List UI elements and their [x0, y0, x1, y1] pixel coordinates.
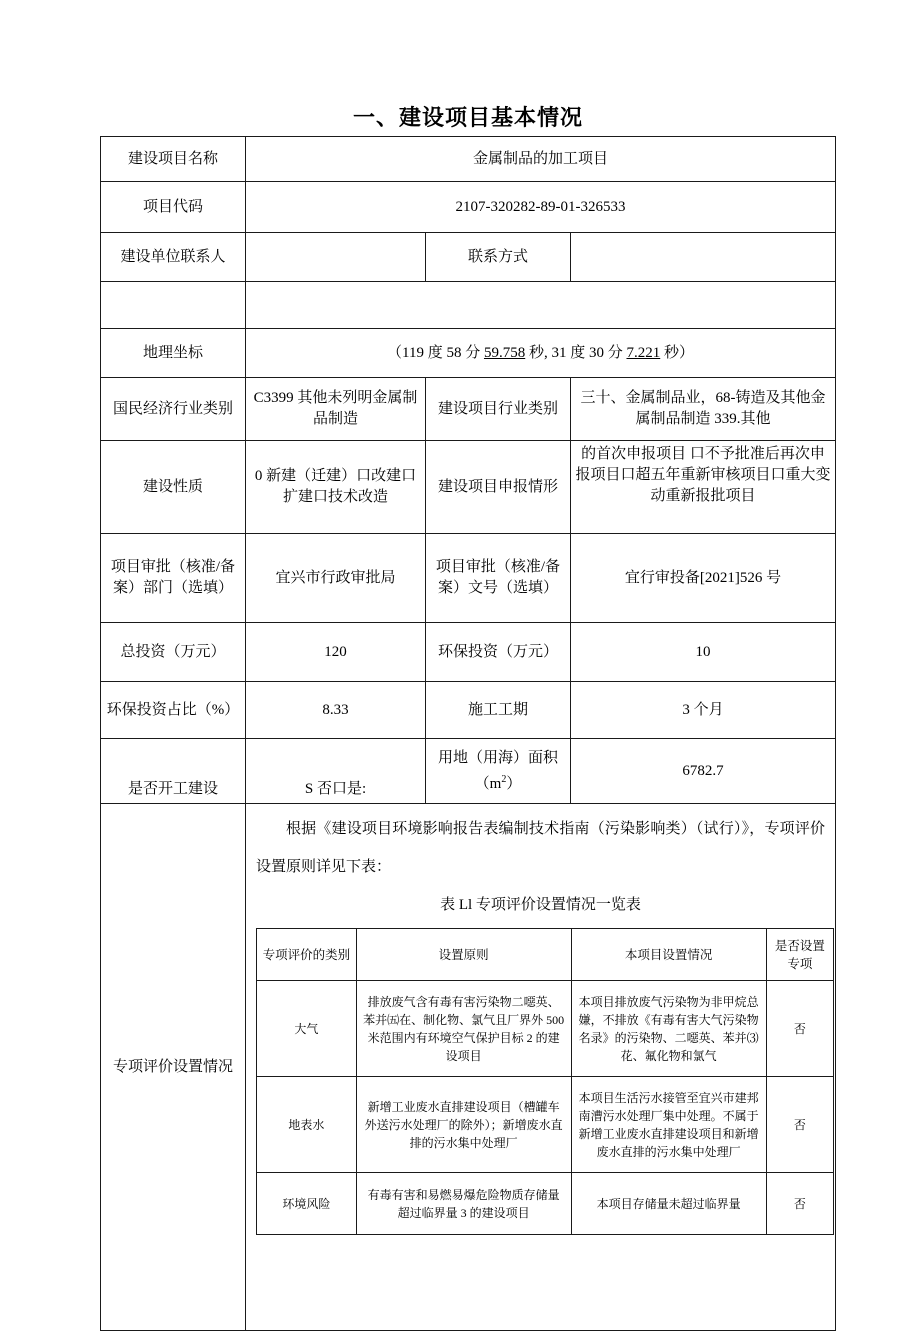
project-name-value: 金属制品的加工项目: [246, 137, 836, 182]
table-row-special-evaluation: [101, 804, 836, 1331]
is-set-surface-water: 否: [766, 1077, 833, 1173]
blank-label: [101, 282, 246, 329]
basic-information-table: [100, 136, 836, 1331]
construction-period-label: 施工工期: [426, 682, 571, 739]
special-evaluation-content: [246, 804, 836, 1331]
declaration-value: 的首次申报项目 口不予批准后再次申报项目口超五年重新审核项目口重大变动重新报批项目: [571, 441, 836, 534]
approval-doc-value: 宜行审投备[2021]526 号: [571, 534, 836, 623]
land-area-label-end: ）: [506, 775, 522, 792]
coordinates-suffix: 秒）: [660, 344, 694, 361]
coordinates-seconds-lon: 59.758: [483, 344, 526, 361]
total-investment-label: 总投资（万元）: [101, 623, 246, 682]
started-value: S 否口是:: [246, 739, 426, 804]
land-area-value: 6782.7: [571, 739, 836, 804]
special-evaluation-label: 专项评价设置情况: [101, 804, 246, 1331]
table-row-approval: [101, 534, 836, 623]
coordinates-label: 地理坐标: [101, 329, 246, 378]
table-row-industry: [101, 378, 836, 441]
approval-doc-label: 项目审批（核准/备案）文号（选填）: [426, 534, 571, 623]
table-row-surface-water: [257, 1077, 834, 1173]
construction-nature-value: 0 新建（迁建）口改建口扩建口技术改造: [246, 441, 426, 534]
table-row-air: [257, 981, 834, 1077]
land-area-unit-exponent: 2: [501, 773, 507, 785]
total-investment-value: 120: [246, 623, 426, 682]
blank-value: [246, 282, 836, 329]
table-row-investment: [101, 623, 836, 682]
special-evaluation-table-caption: 表 Ll 专项评价设置情况一览表: [440, 897, 641, 913]
contact-method-label: 联系方式: [426, 233, 571, 282]
header-principle: 设置原则: [356, 929, 571, 981]
project-name-label: 建设项目名称: [101, 137, 246, 182]
category-environmental-risk: 环境风险: [257, 1173, 357, 1235]
special-evaluation-header-row: [257, 929, 834, 981]
started-label: 是否开工建设: [101, 739, 246, 804]
situation-air: 本项目排放废气污染物为非甲烷总嫌，不排放《有毒有害大气污染物名录》的污染物、二噁英、苯并⑶花、氟化物和氯气: [571, 981, 766, 1077]
industry-category-value: C3399 其他未列明金属制品制造: [246, 378, 426, 441]
principle-air: 排放废气含有毒有害污染物二噁英、苯并㈤在、制化物、氯气且厂界外 500 米范围内有环境空气保护目标 2 的建设项目: [356, 981, 571, 1077]
situation-environmental-risk: 本项目存储量未超过临界量: [571, 1173, 766, 1235]
construction-period-value: 3 个月: [571, 682, 836, 739]
land-area-label-line1: 用地（用海）面积: [437, 749, 558, 766]
approval-dept-label: 项目审批（核准/备案）部门（选填）: [101, 534, 246, 623]
project-code-label: 项目代码: [101, 182, 246, 233]
construction-nature-label: 建设性质: [101, 441, 246, 534]
table-row-contact: [101, 233, 836, 282]
project-industry-value: 三十、金属制品业，68-铸造及其他金属制品制造 339.其他: [571, 378, 836, 441]
table-row-project-name: [101, 137, 836, 182]
approval-dept-value: 宜兴市行政审批局: [246, 534, 426, 623]
header-category: 专项评价的类别: [257, 929, 357, 981]
table-row-project-code: [101, 182, 836, 233]
project-code-value: 2107-320282-89-01-326533: [246, 182, 836, 233]
industry-category-label: 国民经济行业类别: [101, 378, 246, 441]
page-title: 一、建设项目基本情况: [352, 105, 583, 130]
env-investment-label: 环保投资（万元）: [426, 623, 571, 682]
land-area-label: [426, 739, 571, 804]
principle-surface-water: 新增工业废水直排建设项目（槽罐车外送污水处理厂的除外）；新增废水直排的污水集中处理厂: [356, 1077, 571, 1173]
coordinates-seconds-lat: 7.221: [626, 344, 661, 361]
contact-person-label: 建设单位联系人: [101, 233, 246, 282]
table-row-environmental-risk: [257, 1173, 834, 1235]
project-industry-label: 建设项目行业类别: [426, 378, 571, 441]
env-ratio-label: 环保投资占比（%）: [101, 682, 246, 739]
category-surface-water: 地表水: [257, 1077, 357, 1173]
table-row-nature: [101, 441, 836, 534]
env-investment-value: 10: [571, 623, 836, 682]
principle-environmental-risk: 有毒有害和易燃易爆危险物质存储量超过临界量 3 的建设项目: [356, 1173, 571, 1235]
coordinates-prefix: （119 度 58 分: [387, 344, 484, 361]
table-row-coordinates: [101, 329, 836, 378]
coordinates-value: [246, 329, 836, 378]
category-air: 大气: [257, 981, 357, 1077]
is-set-air: 否: [766, 981, 833, 1077]
contact-method-value: [571, 233, 836, 282]
contact-person-value: [246, 233, 426, 282]
header-situation: 本项目设置情况: [571, 929, 766, 981]
header-is-set: 是否设置专项: [766, 929, 833, 981]
table-row-ratio: [101, 682, 836, 739]
table-row-started: [101, 739, 836, 804]
special-evaluation-table: [256, 928, 834, 1235]
declaration-label: 建设项目申报情形: [426, 441, 571, 534]
special-evaluation-body: [246, 804, 835, 1245]
table-row-blank: [101, 282, 836, 329]
is-set-environmental-risk: 否: [766, 1173, 833, 1235]
env-ratio-value: 8.33: [246, 682, 426, 739]
land-area-label-line2: （m: [474, 775, 502, 792]
situation-surface-water: 本项目生活污水接管至宜兴市建邦南漕污水处理厂集中处理。不属于新增工业废水直排建设项目和新增废水直排的污水集中处理厂: [571, 1077, 766, 1173]
special-evaluation-paragraph: 根据《建设项目环境影响报告表编制技术指南（污染影响类）（试行）》，专项评价设置原则详见下表：: [256, 821, 826, 875]
coordinates-middle: 秒, 31 度 30 分: [525, 344, 627, 361]
